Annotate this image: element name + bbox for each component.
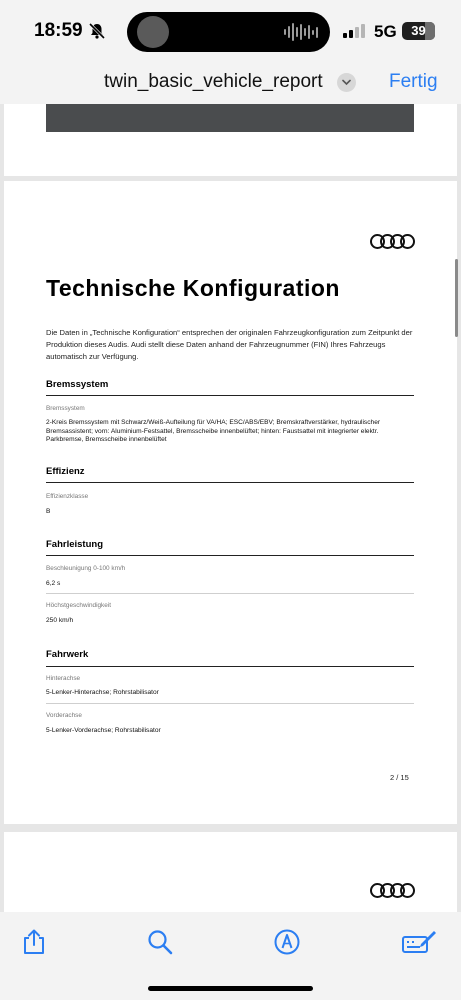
- field-label: Vorderachse: [46, 712, 82, 719]
- section-title: Effizienz: [46, 466, 85, 477]
- document-title[interactable]: twin_basic_vehicle_report: [104, 71, 323, 92]
- silent-mode-icon: [88, 22, 106, 40]
- app-thumbnail: [137, 16, 169, 48]
- share-icon[interactable]: [20, 928, 48, 956]
- field-label: Hinterachse: [46, 675, 81, 682]
- page-heading: Technische Konfiguration: [46, 275, 340, 301]
- cellular-signal-icon: [343, 24, 365, 38]
- clock: 18:59: [34, 20, 83, 41]
- field-value: 5-Lenker-Vorderachse; Rohrstabilisator: [46, 727, 161, 734]
- field-label: Bremssystem: [46, 405, 85, 412]
- field-value: 5-Lenker-Hinterachse; Rohrstabilisator: [46, 689, 159, 696]
- search-icon[interactable]: [146, 928, 174, 956]
- pdf-page-previous: [4, 104, 457, 176]
- pdf-viewer[interactable]: [0, 104, 461, 912]
- field-label: Effizienzklasse: [46, 493, 89, 500]
- field-label: Höchstgeschwindigkeit: [46, 602, 112, 609]
- section-divider: [46, 395, 414, 396]
- title-menu-button[interactable]: [337, 73, 356, 92]
- field-divider: [46, 593, 414, 594]
- field-label: Beschleunigung 0-100 km/h: [46, 565, 126, 572]
- pdf-page-next: [4, 832, 457, 912]
- field-value: 2-Kreis Bremssystem mit Schwarz/Weiß-Aufteilung für VA/HA; ESC/ABS/EBV; Bremskraftverstärker, hydraulischer Bremsassistent; vorn: Aluminium-Festsattel, Bremsscheibe innenbelüftet; hinten: Faustsattel mit integrierter elektr. Parkbremse, Bremsscheibe innenbelüftet: [46, 419, 381, 443]
- field-value: 6,2 s: [46, 580, 61, 587]
- section-divider: [46, 555, 414, 556]
- field-value: B: [46, 508, 51, 515]
- page-banner: [46, 104, 414, 132]
- annotate-icon[interactable]: [401, 928, 437, 956]
- battery-icon: [402, 22, 435, 40]
- intro-text: Die Daten in „Technische Konfiguration“ entsprechen der originalen Fahrzeugkonfiguration zum Zeitpunkt der Produktion dieses Audis. Audi stellt diese Daten anhand der Fahrzeugnummer (FIN) Ihres Fahrzeugs automatisch zur Verfügung.: [46, 328, 413, 361]
- brand-logo: [370, 234, 414, 249]
- audio-wave-icon: [284, 22, 318, 42]
- status-bar: [0, 0, 461, 62]
- markup-icon[interactable]: [273, 928, 301, 956]
- brand-logo: [370, 883, 414, 898]
- field-value: 250 km/h: [46, 617, 74, 624]
- dynamic-island: [127, 12, 330, 52]
- section-title: Bremssystem: [46, 379, 109, 390]
- navigation-bar: [0, 62, 461, 104]
- section-divider: [46, 482, 414, 483]
- section-title: Fahrwerk: [46, 649, 89, 660]
- section-divider: [46, 666, 414, 667]
- field-divider: [46, 703, 414, 704]
- chevron-down-icon: [342, 79, 351, 86]
- home-indicator[interactable]: [148, 986, 313, 991]
- page-number: 2 / 15: [390, 773, 409, 782]
- section-title: Fahrleistung: [46, 539, 104, 550]
- network-type: 5G: [374, 22, 397, 41]
- done-button[interactable]: Fertig: [389, 71, 438, 92]
- scrollbar-thumb[interactable]: [455, 259, 458, 337]
- battery-level: 39: [411, 23, 426, 38]
- pdf-page-current: [4, 181, 457, 824]
